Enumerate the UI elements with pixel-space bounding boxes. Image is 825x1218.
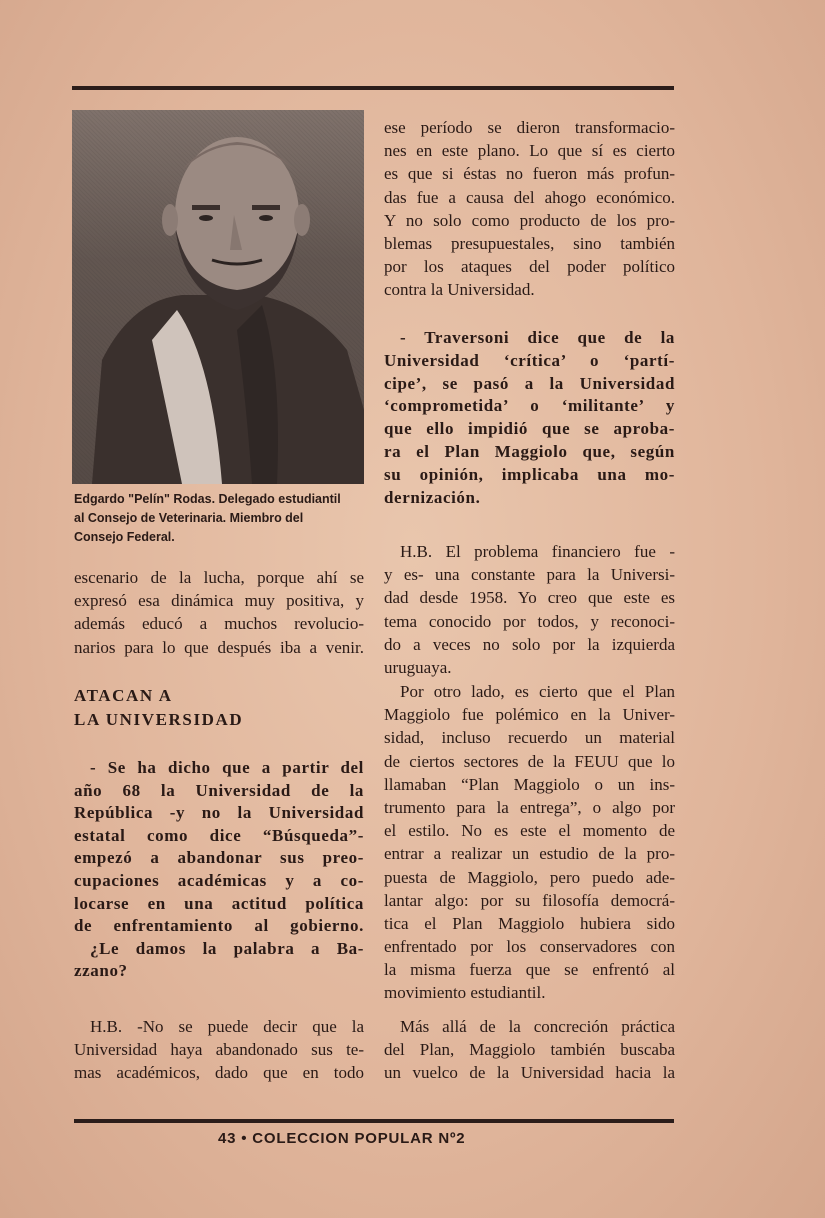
caption-line: Edgardo "Pelín" Rodas. Delegado estudiantil [74, 492, 341, 506]
right-answer-3 [384, 1015, 675, 1085]
answer-line: sidad, incluso recuerdo un material [384, 728, 675, 748]
right-column-intro [384, 116, 675, 302]
question-line: ¿Le damos la palabra a Ba- [90, 938, 364, 958]
answer-line: enfrentado por los conservadores con [384, 937, 675, 957]
answer-line: puesta de Maggiolo, pero puedo ade- [384, 867, 675, 887]
section-heading [74, 684, 364, 732]
answer-line: Maggiolo fue polémico en la Univer- [384, 705, 675, 725]
text-line: ese período se dieron transformacio- [384, 118, 675, 137]
answer-line: tica el Plan Maggiolo hubiera sido [384, 913, 675, 933]
question-line: ra el Plan Maggiolo que, según [384, 441, 675, 461]
question-line: Universidad ‘crítica’ o ‘partí- [384, 350, 675, 370]
answer-line: y es- una constante para la Universi- [384, 565, 675, 585]
question-line: cupaciones académicas y a co- [74, 870, 364, 890]
answer-line: llamaban “Plan Maggiolo o un ins- [384, 774, 675, 794]
bottom-rule [74, 1119, 674, 1123]
answer-line: entrar a realizar un estudio de la pro- [384, 844, 675, 864]
answer-line: do a veces no solo por la izquierda [384, 634, 675, 654]
question-line: - Se ha dicho que a partir del [90, 758, 364, 777]
question-line: de enfrentamiento al gobierno. [74, 916, 364, 936]
answer-line: del Plan, Maggiolo también buscaba [384, 1040, 675, 1060]
question-line: año 68 la Universidad de la [74, 780, 364, 800]
text-line: escenario de la lucha, porque ahí se [74, 568, 364, 587]
footer-separator: • [241, 1130, 248, 1147]
text-line: expresó esa dinámica muy positiva, y [74, 591, 364, 611]
question-line: su opinión, implicaba una mo- [384, 464, 675, 484]
question-line: dernización. [384, 487, 481, 507]
answer-line: Universidad haya abandonado sus te- [74, 1040, 364, 1060]
text-line: Y no solo como producto de los pro- [384, 210, 675, 230]
answer-line: lantar algo: por su filosofía democrá- [384, 890, 675, 910]
text-line: además educó a muchos revolucio- [74, 614, 364, 634]
text-line: narios para lo que después iba a venir. [74, 637, 364, 657]
right-answer-1 [384, 540, 675, 679]
answer-line: el estilo. No es este el momento de [384, 821, 675, 841]
text-line: blemas presupuestales, sino también [384, 233, 675, 253]
right-question [384, 327, 675, 509]
top-rule [72, 86, 674, 90]
answer-line: H.B. El problema financiero fue - [400, 542, 675, 561]
text-line: das fue a causa del ahogo económico. [384, 187, 675, 207]
answer-line: uruguaya. [384, 657, 452, 677]
text-line: contra la Universidad. [384, 280, 535, 300]
collection-title: COLECCION POPULAR Nº2 [252, 1130, 466, 1147]
caption-line: Consejo Federal. [74, 530, 175, 544]
answer-line: dad desde 1958. Yo creo que este es [384, 588, 675, 608]
answer-line: movimiento estudiantil. [384, 983, 546, 1003]
question-line: empezó a abandonar sus preo- [74, 848, 364, 868]
page-number: 43 [218, 1130, 237, 1147]
text-line: por los ataques del poder político [384, 257, 675, 277]
answer-line: de ciertos sectores de la FEUU que lo [384, 751, 675, 771]
answer-line: mas académicos, dado que en todo [74, 1063, 364, 1083]
question-line: que ello impidió que se aproba- [384, 419, 675, 439]
text-line: es que si éstas no fueron más profun- [384, 164, 675, 184]
text-line: nes en este plano. Lo que sí es cierto [384, 141, 675, 161]
left-question [74, 757, 364, 983]
answer-line: la misma fuerza que se enfrentó al [384, 960, 675, 980]
portrait-illustration [72, 110, 364, 484]
left-answer [74, 1015, 364, 1085]
question-line: locarse en una actitud política [74, 893, 364, 913]
answer-line: trumento para la entrega”, o algo por [384, 797, 675, 817]
answer-line: H.B. -No se puede decir que la [90, 1017, 364, 1036]
question-line: estatal como dice “Búsqueda”- [74, 825, 364, 845]
question-line: zzano? [74, 961, 128, 981]
left-column-intro [74, 566, 364, 659]
heading-line: LA UNIVERSIDAD [74, 710, 244, 729]
caption-line: al Consejo de Veterinaria. Miembro del [74, 511, 304, 525]
question-line: República -y no la Universidad [74, 803, 364, 823]
page-footer [218, 1130, 465, 1147]
answer-line: Más allá de la concreción práctica [400, 1017, 675, 1036]
right-answer-2 [384, 680, 675, 1005]
photo-caption [74, 490, 374, 547]
question-line: - Traversoni dice que de la [400, 328, 675, 347]
portrait-photo [72, 110, 364, 484]
question-line: cipe’, se pasó a la Universidad [384, 373, 675, 393]
answer-line: Por otro lado, es cierto que el Plan [400, 682, 675, 701]
answer-line: un vuelco de la Universidad hacia la [384, 1063, 675, 1083]
answer-line: tema conocido por todos, y reconoci- [384, 611, 675, 631]
heading-line: ATACAN A [74, 686, 173, 705]
question-line: ‘comprometida’ o ‘militante’ y [384, 396, 675, 416]
